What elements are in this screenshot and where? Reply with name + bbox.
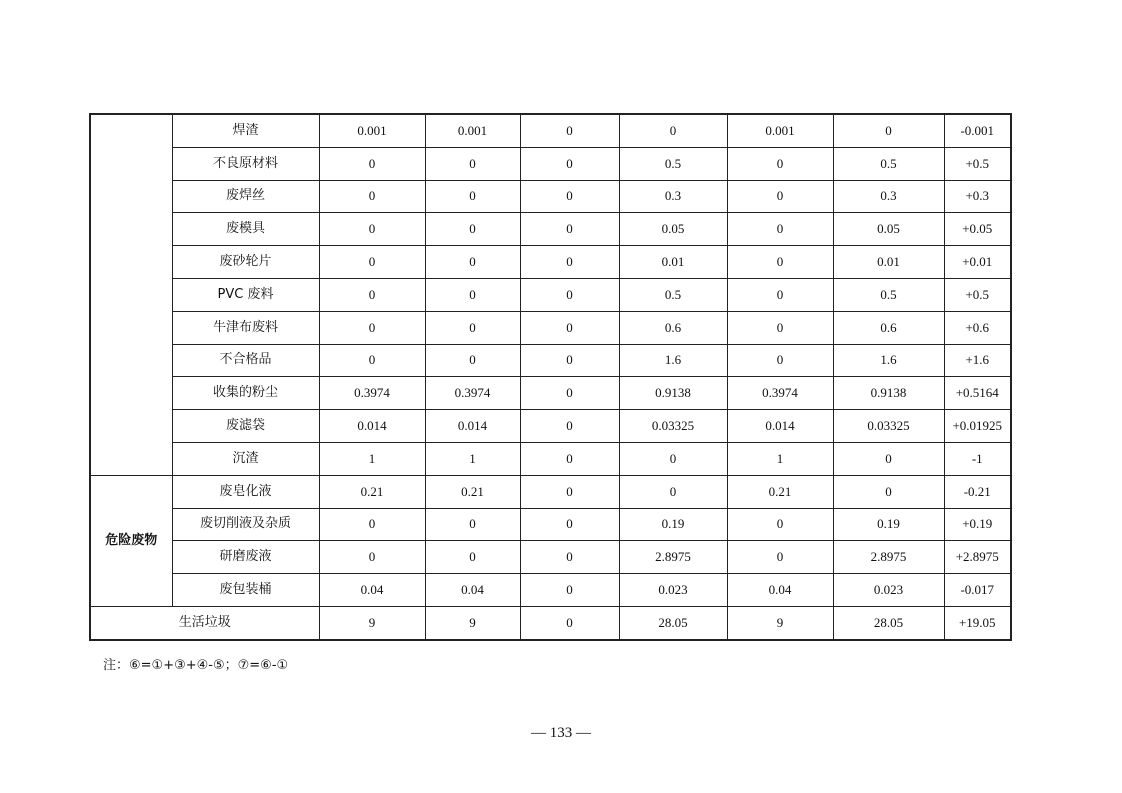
value-cell-col-3: 0 [520,147,619,180]
value-cell-col-2: 0 [425,344,520,377]
waste-item-name: 不良原材料 [172,147,319,180]
value-cell-col-5: 0 [727,180,833,213]
value-cell-col-5: 0 [727,147,833,180]
value-cell-col-1: 0 [319,344,425,377]
value-cell-col-2: 0.3974 [425,377,520,410]
waste-item-name: 废切削液及杂质 [172,508,319,541]
value-cell-col-6: 0.05 [833,213,944,246]
value-cell-col-3: 0 [520,574,619,607]
value-cell-col-2: 0 [425,180,520,213]
waste-item-name: 不合格品 [172,344,319,377]
value-cell-col-4: 0.9138 [619,377,727,410]
value-cell-col-3: 0 [520,410,619,443]
value-cell-col-7: -1 [944,442,1011,475]
table-row [90,311,1011,344]
table-row [90,114,1011,147]
value-cell-col-5: 0.21 [727,475,833,508]
value-cell-col-3: 0 [520,278,619,311]
value-cell-col-6: 0 [833,475,944,508]
value-cell-col-2: 0 [425,311,520,344]
value-cell-col-1: 9 [319,606,425,639]
value-cell-col-5: 0 [727,311,833,344]
waste-item-name: 废砂轮片 [172,246,319,279]
table-row [90,246,1011,279]
value-cell-col-1: 0 [319,213,425,246]
value-cell-col-4: 0.3 [619,180,727,213]
value-cell-col-3: 0 [520,246,619,279]
value-cell-col-5: 0.001 [727,114,833,147]
value-cell-col-2: 0.001 [425,114,520,147]
value-cell-col-2: 0 [425,508,520,541]
waste-item-name: 焊渣 [172,114,319,147]
value-cell-col-1: 0 [319,246,425,279]
table-row [90,147,1011,180]
value-cell-col-1: 0 [319,508,425,541]
table-row [90,475,1011,508]
value-cell-col-3: 0 [520,213,619,246]
domestic-waste-name: 生活垃圾 [90,606,319,639]
value-cell-col-1: 0.001 [319,114,425,147]
waste-item-name: 废包装桶 [172,574,319,607]
table-footnote: 注：⑥=①+③+④-⑤；⑦=⑥-① [103,658,289,673]
value-cell-col-4: 0.023 [619,574,727,607]
value-cell-col-1: 0 [319,311,425,344]
value-cell-col-2: 1 [425,442,520,475]
value-cell-col-7: +0.5 [944,147,1011,180]
value-cell-col-4: 0.03325 [619,410,727,443]
value-cell-col-5: 0 [727,213,833,246]
value-cell-col-6: 0.5 [833,147,944,180]
table-row [90,574,1011,607]
value-cell-col-6: 0.5 [833,278,944,311]
value-cell-col-7: -0.017 [944,574,1011,607]
value-cell-col-6: 0.6 [833,311,944,344]
value-cell-col-4: 0 [619,442,727,475]
value-cell-col-6: 0.01 [833,246,944,279]
value-cell-col-5: 0 [727,344,833,377]
value-cell-col-4: 0.5 [619,278,727,311]
value-cell-col-6: 1.6 [833,344,944,377]
value-cell-col-1: 0.04 [319,574,425,607]
value-cell-col-4: 0.5 [619,147,727,180]
value-cell-col-1: 0 [319,147,425,180]
value-cell-col-2: 0 [425,246,520,279]
value-cell-col-4: 2.8975 [619,541,727,574]
value-cell-col-5: 1 [727,442,833,475]
waste-item-name: 研磨废液 [172,541,319,574]
table-row [90,377,1011,410]
table-row-domestic [90,606,1011,639]
value-cell-col-2: 0 [425,147,520,180]
value-cell-col-7: +0.5 [944,278,1011,311]
value-cell-col-5: 0 [727,246,833,279]
value-cell-col-4: 0.05 [619,213,727,246]
value-cell-col-2: 0.014 [425,410,520,443]
value-cell-col-1: 0 [319,278,425,311]
waste-item-name: 收集的粉尘 [172,377,319,410]
value-cell-col-1: 0 [319,541,425,574]
value-cell-col-6: 28.05 [833,606,944,639]
value-cell-col-5: 0.04 [727,574,833,607]
value-cell-col-3: 0 [520,508,619,541]
category-cell-general [90,114,172,475]
table-row [90,278,1011,311]
value-cell-col-3: 0 [520,114,619,147]
value-cell-col-7: +0.19 [944,508,1011,541]
value-cell-col-7: +0.01925 [944,410,1011,443]
table-row [90,213,1011,246]
table-row [90,180,1011,213]
value-cell-col-6: 0.3 [833,180,944,213]
value-cell-col-1: 0.3974 [319,377,425,410]
value-cell-col-7: +1.6 [944,344,1011,377]
value-cell-col-4: 0.19 [619,508,727,541]
page-number: — 133 — [531,725,591,741]
value-cell-col-4: 0.01 [619,246,727,279]
value-cell-col-1: 0.21 [319,475,425,508]
table-row [90,442,1011,475]
value-cell-col-7: +0.6 [944,311,1011,344]
value-cell-col-4: 1.6 [619,344,727,377]
value-cell-col-6: 2.8975 [833,541,944,574]
table-row [90,508,1011,541]
value-cell-col-7: +0.3 [944,180,1011,213]
value-cell-col-3: 0 [520,442,619,475]
value-cell-col-7: +0.5164 [944,377,1011,410]
value-cell-col-2: 0 [425,278,520,311]
value-cell-col-2: 0 [425,213,520,246]
value-cell-col-3: 0 [520,377,619,410]
table-row [90,541,1011,574]
value-cell-col-5: 0.014 [727,410,833,443]
waste-item-name: 废模具 [172,213,319,246]
value-cell-col-2: 0 [425,541,520,574]
value-cell-col-4: 28.05 [619,606,727,639]
value-cell-col-1: 1 [319,442,425,475]
value-cell-col-1: 0 [319,180,425,213]
waste-summary-table [89,113,1012,641]
waste-item-name: 牛津布废料 [172,311,319,344]
waste-item-name: 沉渣 [172,442,319,475]
value-cell-col-3: 0 [520,541,619,574]
value-cell-col-3: 0 [520,311,619,344]
value-cell-col-2: 0.21 [425,475,520,508]
value-cell-col-7: +19.05 [944,606,1011,639]
value-cell-col-7: -0.001 [944,114,1011,147]
value-cell-col-5: 0 [727,541,833,574]
value-cell-col-7: -0.21 [944,475,1011,508]
value-cell-col-3: 0 [520,475,619,508]
value-cell-col-2: 9 [425,606,520,639]
value-cell-col-3: 0 [520,180,619,213]
value-cell-col-7: +0.01 [944,246,1011,279]
waste-item-name: 废滤袋 [172,410,319,443]
value-cell-col-6: 0.19 [833,508,944,541]
value-cell-col-2: 0.04 [425,574,520,607]
value-cell-col-6: 0.023 [833,574,944,607]
value-cell-col-6: 0.03325 [833,410,944,443]
value-cell-col-4: 0 [619,475,727,508]
value-cell-col-6: 0.9138 [833,377,944,410]
value-cell-col-6: 0 [833,114,944,147]
value-cell-col-3: 0 [520,606,619,639]
waste-item-name: 废焊丝 [172,180,319,213]
value-cell-col-1: 0.014 [319,410,425,443]
waste-item-name: 废皂化液 [172,475,319,508]
waste-item-name: PVC 废料 [172,278,319,311]
value-cell-col-5: 9 [727,606,833,639]
value-cell-col-5: 0.3974 [727,377,833,410]
category-cell-hazardous: 危险废物 [90,475,172,606]
value-cell-col-5: 0 [727,508,833,541]
table-row [90,410,1011,443]
value-cell-col-4: 0.6 [619,311,727,344]
value-cell-col-7: +0.05 [944,213,1011,246]
value-cell-col-7: +2.8975 [944,541,1011,574]
value-cell-col-5: 0 [727,278,833,311]
value-cell-col-6: 0 [833,442,944,475]
table-row [90,344,1011,377]
value-cell-col-4: 0 [619,114,727,147]
value-cell-col-3: 0 [520,344,619,377]
